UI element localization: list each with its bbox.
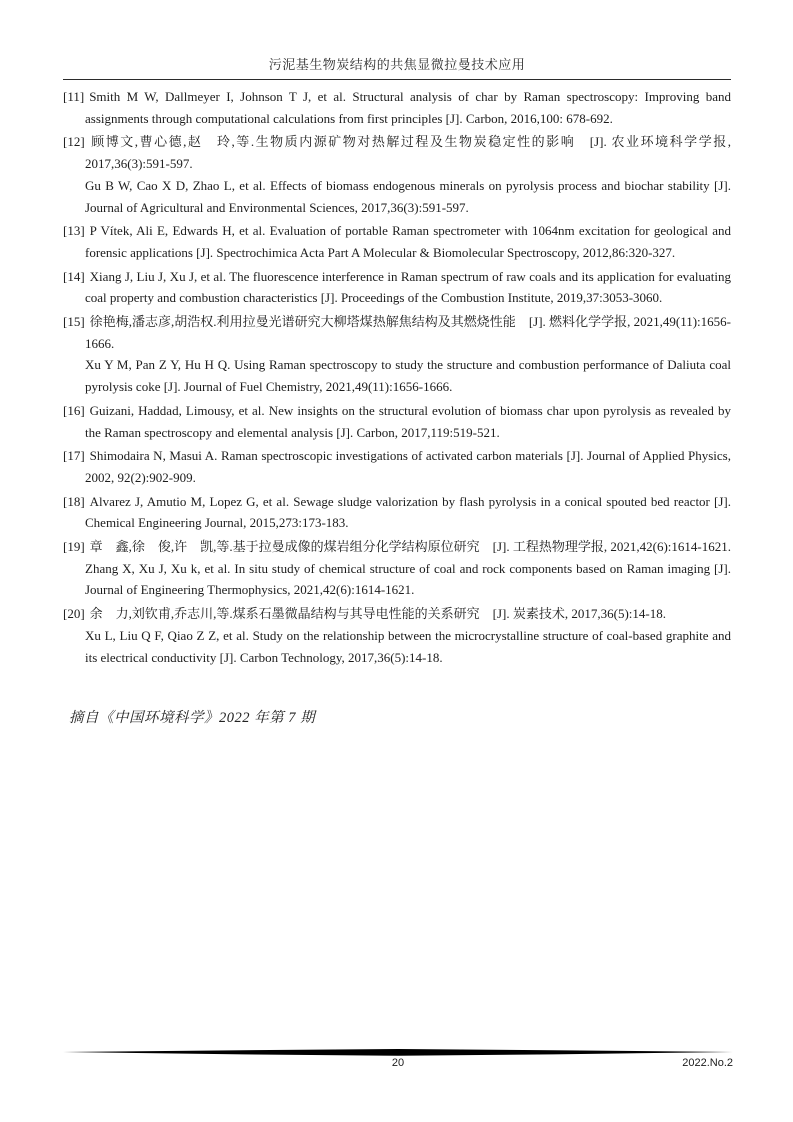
reference-entry — [63, 131, 731, 174]
reference-id: [17] — [63, 448, 85, 464]
page-content — [63, 54, 731, 727]
reference-entry — [63, 220, 731, 263]
reference-item — [63, 131, 731, 218]
reference-text: Xiang J, Liu J, Xu J, et al. The fluorescence interference in Raman spectrum of raw coals and its application for evaluating coal property and combustion characteristics [J]. Proceedings of the Combustion Institute, 2019,37:3053-3060. — [85, 268, 731, 306]
reference-entry — [63, 536, 731, 558]
reference-text: Alvarez J, Amutio M, Lopez G, et al. Sewage sludge valorization by flash pyrolysis in a conical spouted bed reactor [J]. Chemical Engineering Journal, 2015,273:173-183. — [85, 493, 731, 531]
reference-text: 徐艳梅,潘志彦,胡浩权.利用拉曼光谱研究大柳塔煤热解焦结构及其燃烧性能 [J]. 燃料化学学报, 2021,49(11):1656-1666. — [85, 314, 731, 351]
reference-list — [63, 86, 731, 668]
reference-item — [63, 603, 731, 668]
reference-translation: Zhang X, Xu J, Xu k, et al. In situ study of chemical structure of coal and rock components based on Raman imaging [J]. Journal of Engineering Thermophysics, 2021,42(6):1614-1621. — [85, 560, 731, 598]
reference-id: [11] — [63, 89, 85, 104]
reference-translation: Xu L, Liu Q F, Qiao Z Z, et al. Study on the relationship between the microcrystalline structure of coal-based graphite and its electrical conductivity [J]. Carbon Technology, 2017,36(5):14-18. — [85, 627, 731, 665]
reference-text: 顾博文,曹心德,赵 玲,等.生物质内源矿物对热解过程及生物炭稳定性的影响 [J]. 农业环境科学学报, 2017,36(3):591-597. — [85, 134, 731, 172]
reference-text: Shimodaira N, Masui A. Raman spectroscopic investigations of activated carbon materials [J]. Journal of Applied Physics, 2002, 92(2):902-909. — [85, 448, 731, 485]
reference-text: Smith M W, Dallmeyer I, Johnson T J, et al. Structural analysis of char by Raman spectroscopy: Improving band assignments through computational calculations from first principles [J]. Carbon, 2016,100: 678-692. — [85, 89, 731, 126]
page-footer — [63, 1049, 733, 1075]
reference-id: [16] — [63, 402, 85, 418]
reference-text: 余 力,刘钦甫,乔志川,等.煤系石墨微晶结构与其导电性能的关系研究 [J]. 炭素技术, 2017,36(5):14-18. — [89, 606, 666, 622]
reference-item — [63, 400, 731, 443]
reference-item — [63, 445, 731, 488]
footer-row — [63, 1057, 733, 1075]
page-number: 20 — [391, 1057, 405, 1069]
reference-id: [13] — [63, 223, 85, 239]
reference-text: 章 鑫,徐 俊,许 凯,等.基于拉曼成像的煤岩组分化学结构原位研究 [J]. 工程热物理学报, 2021,42(6):1614-1621. — [89, 539, 731, 555]
footer-rule — [63, 1049, 733, 1056]
reference-entry — [63, 491, 731, 534]
reference-id: [14] — [63, 268, 85, 284]
reference-id: [18] — [63, 493, 85, 509]
issue-label: 2022.No.2 — [682, 1057, 733, 1069]
reference-text: Guizani, Haddad, Limousy, et al. New insights on the structural evolution of biomass char upon pyrolysis as revealed by the Raman spectroscopy and elemental analysis [J]. Carbon, 2017,119:519-521. — [85, 402, 731, 440]
reference-text: P Vítek, Ali E, Edwards H, et al. Evaluation of portable Raman spectrometer with 1064nm excitation for geological and forensic applications [J]. Spectrochimica Acta Part A Molecular & Biomolecular Spectroscopy, 2012,86:320-327. — [85, 223, 731, 260]
reference-item — [63, 220, 731, 263]
reference-id: [20] — [63, 606, 85, 622]
reference-entry — [63, 445, 731, 488]
reference-id: [12] — [63, 134, 85, 150]
reference-item — [63, 491, 731, 534]
reference-item — [63, 311, 731, 398]
reference-entry — [63, 266, 731, 309]
reference-translation: Gu B W, Cao X D, Zhao L, et al. Effects of biomass endogenous minerals on pyrolysis process and biochar stability [J]. Journal of Agricultural and Environmental Sciences, 2017,36(3):591-597. — [85, 177, 731, 215]
reference-id: [19] — [63, 539, 85, 555]
reference-entry — [63, 603, 731, 625]
reference-item — [63, 536, 731, 601]
reference-entry — [63, 311, 731, 354]
reference-entry — [63, 400, 731, 443]
reference-id: [15] — [63, 314, 85, 330]
reference-translation: Xu Y M, Pan Z Y, Hu H Q. Using Raman spectroscopy to study the structure and combustion performance of Daliuta coal pyrolysis coke [J]. Journal of Fuel Chemistry, 2021,49(11):1656-1666. — [85, 357, 731, 395]
source-note: 摘自《中国环境科学》2022 年第 7 期 — [69, 710, 316, 727]
running-head-title: 污泥基生物炭结构的共焦显微拉曼技术应用 — [63, 54, 731, 80]
reference-item — [63, 266, 731, 309]
reference-item — [63, 86, 731, 129]
reference-entry — [63, 86, 731, 129]
